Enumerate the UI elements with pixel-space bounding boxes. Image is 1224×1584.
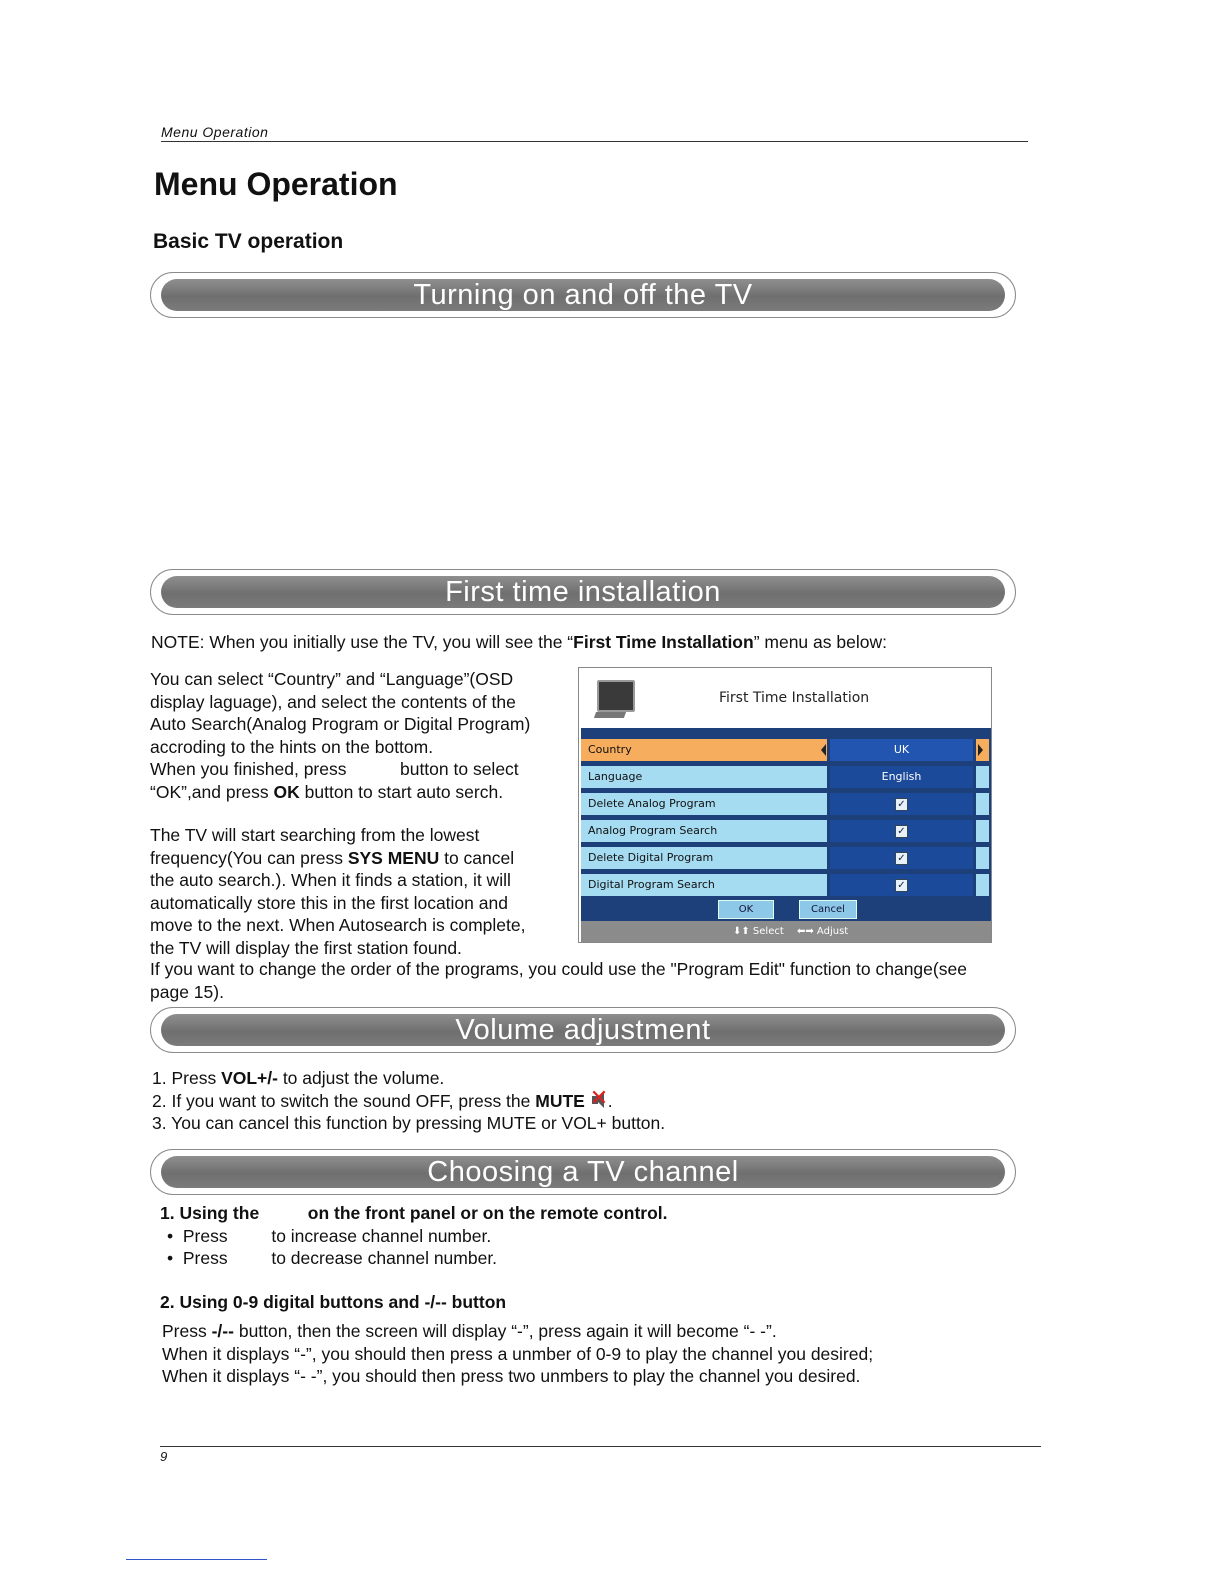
tv-menu-row-label: Country — [581, 739, 827, 761]
tv-menu-header — [579, 668, 991, 726]
tv-menu-row-value — [830, 874, 973, 896]
channel-method-2-text: Press -/-- button, then the screen will display “-”, press again it will become “- -”. When it displays “-”, you should then press a unmber of 0-9 to play the channel you desired; When it displays “- -”, you should then press two unmbers to play the channel you desired. — [162, 1321, 874, 1386]
tv-cancel-button[interactable]: Cancel — [799, 900, 857, 919]
tv-menu-row-label: Language — [581, 766, 827, 788]
footer-rule — [160, 1446, 1041, 1447]
tv-menu-row-value: English — [830, 766, 973, 788]
header-rule — [161, 141, 1028, 142]
mute-icon: ✕ — [589, 1084, 609, 1110]
hint-adjust: ⬅➡ Adjust — [797, 926, 849, 937]
checkbox-icon[interactable]: ✓ — [895, 798, 908, 811]
tv-menu-row-value — [830, 793, 973, 815]
checkbox-icon[interactable]: ✓ — [895, 879, 908, 892]
tv-menu-row-label: Analog Program Search — [581, 820, 827, 842]
first-time-installation-screenshot — [578, 667, 992, 943]
banner-channel-label: Choosing a TV channel — [161, 1156, 1005, 1188]
first-time-note: NOTE: When you initially use the TV, you will see the “First Time Installation” menu as below: — [151, 632, 887, 652]
bottom-link-line — [126, 1559, 267, 1560]
banner-turning-label: Turning on and off the TV — [161, 279, 1005, 311]
tv-menu-row-end — [976, 766, 989, 788]
checkbox-icon[interactable]: ✓ — [895, 852, 908, 865]
tv-menu-title: First Time Installation — [719, 690, 870, 706]
tv-menu-row-delete-analog[interactable] — [581, 793, 989, 815]
tv-menu-row-end — [976, 793, 989, 815]
banner-choosing-channel — [150, 1149, 1016, 1195]
channel-method-1-heading: 1. Using the on the front panel or on the remote control. — [160, 1203, 668, 1223]
first-time-paragraph-1: You can select “Country” and “Language”(OSD display laguage), and select the contents of the Auto Search(Analog Program or Digital Program) accroding to the hints on the bottom. When you finished, press button to select “OK”,and press OK button to start auto serch. — [150, 669, 531, 802]
tv-menu-row-analog-search[interactable] — [581, 820, 989, 842]
section-subtitle: Basic TV operation — [153, 230, 344, 253]
channel-bullet-increase: • Press to increase channel number. — [167, 1226, 492, 1246]
tv-menu-row-label: Digital Program Search — [581, 874, 827, 896]
first-time-paragraph-3: If you want to change the order of the programs, you could use the "Program Edit" function to change(see page 15). — [150, 959, 967, 1002]
running-head: Menu Operation — [161, 124, 269, 140]
tv-ok-button[interactable]: OK — [718, 900, 774, 919]
banner-first-time-installation — [150, 569, 1016, 615]
tv-menu-row-language[interactable] — [581, 766, 989, 788]
tv-menu-body — [581, 728, 991, 942]
page-number: 9 — [160, 1449, 168, 1464]
tv-menu-row-value — [830, 820, 973, 842]
checkbox-icon[interactable]: ✓ — [895, 825, 908, 838]
tv-menu-row-end — [976, 847, 989, 869]
banner-volume-adjustment — [150, 1007, 1016, 1053]
tv-menu-row-end — [976, 820, 989, 842]
tv-menu-row-value: UK — [830, 739, 973, 761]
tv-menu-row-delete-digital[interactable] — [581, 847, 989, 869]
tv-menu-row-end — [976, 874, 989, 896]
channel-method-2-heading: 2. Using 0-9 digital buttons and -/-- button — [160, 1292, 507, 1312]
volume-instructions: 1. Press VOL+/- to adjust the volume. 2. If you want to switch the sound OFF, press the MUTE ✕ . 3. You can cancel this function by pressing MUTE or VOL+ button. — [152, 1068, 666, 1133]
tv-menu-row-digital-search[interactable] — [581, 874, 989, 896]
first-time-paragraph-2: The TV will start searching from the lowest frequency(You can press SYS MENU to cancel the auto search.). When it finds a station, it will automatically store this in the first location and move to the next. When Autosearch is complete, the TV will display the first station found. — [150, 825, 526, 958]
tv-menu-row-value — [830, 847, 973, 869]
tv-menu-row-label: Delete Digital Program — [581, 847, 827, 869]
banner-first-time-label: First time installation — [161, 576, 1005, 608]
banner-volume-label: Volume adjustment — [161, 1014, 1005, 1046]
tv-menu-row-country[interactable] — [581, 739, 989, 761]
banner-turning-on-off — [150, 272, 1016, 318]
hint-select: ⬇⬆ Select — [733, 926, 784, 937]
arrow-left-icon — [821, 744, 826, 756]
tv-menu-hints — [581, 921, 991, 942]
page-title: Menu Operation — [154, 166, 398, 202]
tv-menu-row-label: Delete Analog Program — [581, 793, 827, 815]
arrow-right-icon — [978, 744, 983, 756]
tv-monitor-icon — [597, 680, 635, 712]
channel-bullet-decrease: • Press to decrease channel number. — [167, 1248, 498, 1268]
